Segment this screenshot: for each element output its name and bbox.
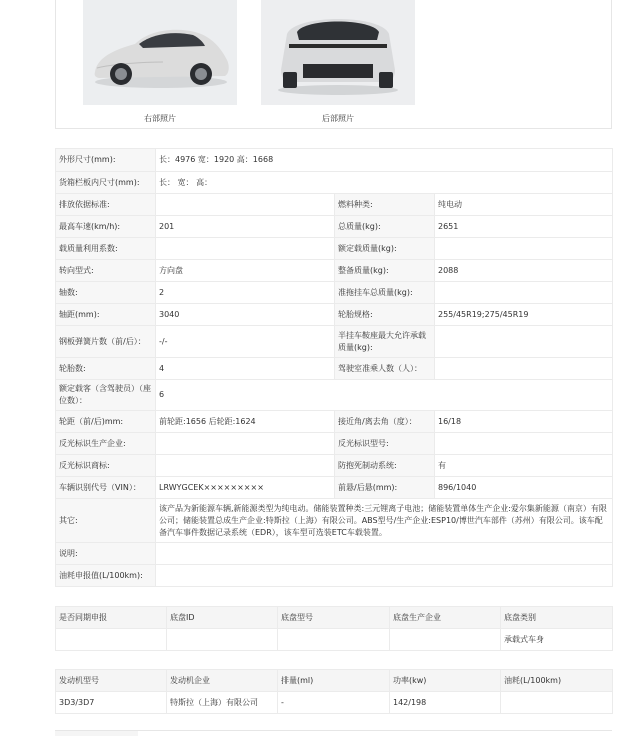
next-table-header-stub bbox=[55, 731, 138, 736]
engine-data-row bbox=[56, 692, 613, 714]
spec-value: -/- bbox=[156, 326, 335, 358]
next-table-stub bbox=[55, 730, 612, 735]
spec-label: 燃料种类: bbox=[335, 194, 435, 216]
chassis-data-row bbox=[56, 629, 613, 651]
chassis-cell bbox=[390, 629, 501, 651]
rear-photo-caption: 后部照片 bbox=[322, 114, 354, 123]
spec-label: 轮胎数: bbox=[56, 358, 156, 380]
spec-row bbox=[56, 326, 613, 358]
right-photo-caption: 右部照片 bbox=[144, 114, 176, 123]
spec-row bbox=[56, 304, 613, 326]
spec-label: 轮胎规格: bbox=[335, 304, 435, 326]
engine-header-row bbox=[56, 670, 613, 692]
engine-header-cell: 发动机型号 bbox=[56, 670, 167, 692]
chassis-header-cell: 底盘ID bbox=[167, 607, 278, 629]
spec-row bbox=[56, 216, 613, 238]
spec-value bbox=[156, 565, 613, 587]
spec-label: 车辆识别代号（VIN）： bbox=[56, 477, 156, 499]
spec-value: 255/45R19;275/45R19 bbox=[435, 304, 613, 326]
spec-value: LRWYGCEK××××××××× bbox=[156, 477, 335, 499]
spec-value: 有 bbox=[435, 455, 613, 477]
spec-label: 反光标识商标: bbox=[56, 455, 156, 477]
spec-label: 总质量(kg): bbox=[335, 216, 435, 238]
spec-label: 说明: bbox=[56, 543, 156, 565]
spec-value bbox=[156, 455, 335, 477]
spec-label: 轴数: bbox=[56, 282, 156, 304]
spec-value: 896/1040 bbox=[435, 477, 613, 499]
spec-label: 半挂车鞍座最大允许承载质量(kg): bbox=[335, 326, 435, 358]
right-photo[interactable] bbox=[83, 0, 237, 105]
spec-row bbox=[56, 282, 613, 304]
spec-label: 接近角/离去角（度）： bbox=[335, 411, 435, 433]
engine-header-cell: 排量(ml) bbox=[278, 670, 390, 692]
chassis-header-cell: 底盘类别 bbox=[501, 607, 613, 629]
spec-value bbox=[156, 194, 335, 216]
rear-photo[interactable] bbox=[261, 0, 415, 105]
spec-value: 长：4976 宽：1920 高：1668 bbox=[156, 149, 613, 172]
spec-row bbox=[56, 455, 613, 477]
spec-row bbox=[56, 477, 613, 499]
engine-table bbox=[55, 669, 613, 714]
chassis-header-cell: 底盘型号 bbox=[278, 607, 390, 629]
spec-label: 驾驶室准乘人数（人）： bbox=[335, 358, 435, 380]
chassis-cell bbox=[167, 629, 278, 651]
spec-label: 防抱死制动系统: bbox=[335, 455, 435, 477]
chassis-table bbox=[55, 606, 613, 651]
spec-label: 排放依据标准: bbox=[56, 194, 156, 216]
spec-value: 方向盘 bbox=[156, 260, 335, 282]
spec-value: 该产品为新能源车辆,新能源类型为纯电动。储能装置种类:三元锂离子电池；储能装置单体生产企业:爱尔集新能源（南京）有限公司；储能装置总成生产企业:特斯拉（上海）有限公司。ABS型号/生产企业:ESP10/博世汽车部件（苏州）有限公司。该车配备汽车事件数据记录系统（EDR），该车型可选装ETC车载装置。 bbox=[156, 499, 613, 543]
spec-row-other bbox=[56, 499, 613, 543]
spec-label: 其它: bbox=[56, 499, 156, 543]
spec-label: 准拖挂车总质量(kg): bbox=[335, 282, 435, 304]
spec-row-cargo-box bbox=[56, 172, 613, 194]
chassis-cell bbox=[278, 629, 390, 651]
spec-label: 额定载质量(kg): bbox=[335, 238, 435, 260]
spec-label: 转向型式: bbox=[56, 260, 156, 282]
engine-header-cell: 油耗(L/100km) bbox=[501, 670, 613, 692]
spec-value bbox=[435, 238, 613, 260]
engine-cell: 3D3/3D7 bbox=[56, 692, 167, 714]
spec-label: 前悬/后悬(mm): bbox=[335, 477, 435, 499]
spec-value bbox=[156, 238, 335, 260]
spec-table bbox=[55, 148, 613, 587]
spec-value: 3040 bbox=[156, 304, 335, 326]
spec-row-notes bbox=[56, 543, 613, 565]
spec-value bbox=[435, 326, 613, 358]
chassis-header-cell: 底盘生产企业 bbox=[390, 607, 501, 629]
engine-cell: - bbox=[278, 692, 390, 714]
spec-value: 2088 bbox=[435, 260, 613, 282]
spec-label: 额定载客（含驾驶员）（座位数）： bbox=[56, 380, 156, 411]
spec-row bbox=[56, 433, 613, 455]
spec-row bbox=[56, 411, 613, 433]
engine-cell bbox=[501, 692, 613, 714]
spec-label: 最高车速(km/h): bbox=[56, 216, 156, 238]
spec-row-seats bbox=[56, 380, 613, 411]
spec-value: 4 bbox=[156, 358, 335, 380]
chassis-cell bbox=[56, 629, 167, 651]
spec-value bbox=[435, 358, 613, 380]
spec-value: 纯电动 bbox=[435, 194, 613, 216]
car-rear-image bbox=[261, 0, 415, 105]
engine-cell: 特斯拉（上海）有限公司 bbox=[167, 692, 278, 714]
spec-label: 钢板弹簧片数（前/后）： bbox=[56, 326, 156, 358]
car-side-image bbox=[83, 0, 237, 105]
spec-label: 反光标识型号: bbox=[335, 433, 435, 455]
spec-value: 长： 宽： 高： bbox=[156, 172, 613, 194]
spec-label: 外形尺寸(mm): bbox=[56, 149, 156, 172]
spec-value: 2651 bbox=[435, 216, 613, 238]
spec-row-fuel bbox=[56, 565, 613, 587]
spec-row bbox=[56, 358, 613, 380]
engine-header-cell: 发动机企业 bbox=[167, 670, 278, 692]
chassis-header-cell: 是否同期申报 bbox=[56, 607, 167, 629]
spec-label: 整备质量(kg): bbox=[335, 260, 435, 282]
spec-row bbox=[56, 194, 613, 216]
spec-value: 16/18 bbox=[435, 411, 613, 433]
spec-label: 轴距(mm): bbox=[56, 304, 156, 326]
spec-value bbox=[156, 433, 335, 455]
spec-label: 轮距（前/后)mm: bbox=[56, 411, 156, 433]
engine-cell: 142/198 bbox=[390, 692, 501, 714]
spec-label: 载质量利用系数: bbox=[56, 238, 156, 260]
spec-value: 201 bbox=[156, 216, 335, 238]
spec-value: 6 bbox=[156, 380, 613, 411]
spec-row bbox=[56, 238, 613, 260]
spec-value: 2 bbox=[156, 282, 335, 304]
chassis-cell: 承载式车身 bbox=[501, 629, 613, 651]
spec-row bbox=[56, 260, 613, 282]
chassis-header-row bbox=[56, 607, 613, 629]
spec-value bbox=[435, 282, 613, 304]
engine-header-cell: 功率(kw) bbox=[390, 670, 501, 692]
spec-label: 反光标识生产企业: bbox=[56, 433, 156, 455]
spec-value bbox=[435, 433, 613, 455]
photo-card bbox=[55, 0, 612, 129]
spec-label: 油耗申报值(L/100km): bbox=[56, 565, 156, 587]
spec-value bbox=[156, 543, 613, 565]
spec-value: 前轮距:1656 后轮距:1624 bbox=[156, 411, 335, 433]
spec-row-dimensions bbox=[56, 149, 613, 172]
spec-label: 货箱栏板内尺寸(mm): bbox=[56, 172, 156, 194]
